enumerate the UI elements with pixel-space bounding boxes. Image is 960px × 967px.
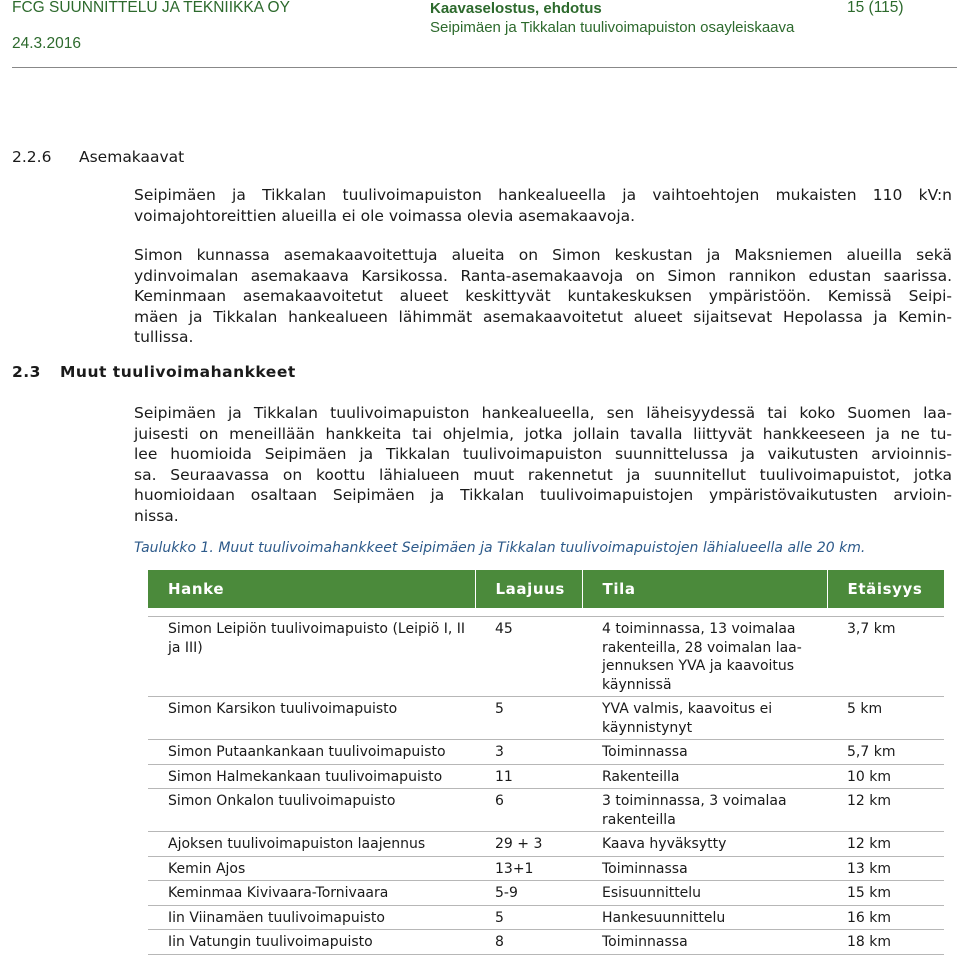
- text-line: nissa.: [134, 506, 179, 525]
- text-line: huomioidaan osaltaan Seipimäen ja Tikkalan tuulivoimapuistojen ympäristövaikutusten arvioin-: [134, 486, 952, 505]
- header-divider: [12, 67, 957, 68]
- paragraph-muut-tuulivoimahankkeet: [134, 403, 952, 527]
- cell-tila: 4 toiminnassa, 13 voimalaa rakenteilla, 28 voimalan laa-jennuksen YVA ja kaavoitus käynnissä: [582, 617, 827, 697]
- cell-laajuus: 6: [475, 789, 582, 832]
- cell-hanke: Simon Karsikon tuulivoimapuisto: [148, 697, 475, 740]
- cell-hanke: Simon Putaankankaan tuulivoimapuisto: [148, 740, 475, 765]
- cell-laajuus: 8: [475, 930, 582, 955]
- cell-hanke: Ajoksen tuulivoimapuiston laajennus: [148, 832, 475, 857]
- section-heading-226: [12, 148, 184, 166]
- table-row: [148, 789, 944, 832]
- section-title: Muut tuulivoimahankkeet: [60, 363, 296, 381]
- section-title: Asemakaavat: [79, 148, 185, 166]
- document-date: 24.3.2016: [12, 35, 81, 52]
- cell-etaisyys: 10 km: [827, 764, 944, 789]
- paragraph-asemakaavat-2: [134, 245, 952, 348]
- table-row: [148, 740, 944, 765]
- document-title-block: [430, 0, 794, 37]
- cell-etaisyys: 12 km: [827, 832, 944, 857]
- text-line: voimajohtoreittien alueilla ei ole voimassa olevia asemakaavoja.: [134, 206, 636, 225]
- text-line: tullissa.: [134, 328, 194, 347]
- cell-tila: Toiminnassa: [582, 930, 827, 955]
- table-row: [148, 905, 944, 930]
- cell-laajuus: 11: [475, 764, 582, 789]
- cell-hanke: Keminmaa Kivivaara-Tornivaara: [148, 881, 475, 906]
- cell-etaisyys: 18 km: [827, 930, 944, 955]
- cell-tila: Rakenteilla: [582, 764, 827, 789]
- paragraph-asemakaavat-1: [134, 185, 952, 226]
- company-name: FCG SUUNNITTELU JA TEKNIIKKA OY: [12, 0, 290, 16]
- column-header-hanke: Hanke: [148, 570, 475, 608]
- document-subtitle: Seipimäen ja Tikkalan tuulivoimapuiston osayleiskaava: [430, 19, 795, 36]
- cell-tila: Hankesuunnittelu: [582, 905, 827, 930]
- text-line: mäen ja Tikkalan hankealueen lähimmät asemakaavoitetut alueet sijaitsevat Hepolassa ja Kemin-: [134, 307, 952, 326]
- section-number: 2.2.6: [12, 148, 52, 166]
- table-row: [148, 617, 944, 697]
- cell-tila: 3 toiminnassa, 3 voimalaa rakenteilla: [582, 789, 827, 832]
- cell-hanke: Simon Halmekankaan tuulivoimapuisto: [148, 764, 475, 789]
- section-number: 2.3: [12, 363, 41, 381]
- cell-hanke: Iin Viinamäen tuulivoimapuisto: [148, 905, 475, 930]
- cell-etaisyys: 12 km: [827, 789, 944, 832]
- cell-tila: Toiminnassa: [582, 856, 827, 881]
- table-caption: Taulukko 1. Muut tuulivoimahankkeet Seipimäen ja Tikkalan tuulivoimapuistojen lähialueella alle 20 km.: [134, 540, 866, 556]
- document-title: Kaavaselostus, ehdotus: [430, 0, 602, 17]
- cell-etaisyys: 5 km: [827, 697, 944, 740]
- cell-laajuus: 5: [475, 697, 582, 740]
- text-line: Keminmaan asemakaavoitetut alueet keskittyvät kuntakeskuksen ympäristöön. Kemissä Seipi-: [134, 287, 952, 306]
- cell-hanke: Simon Onkalon tuulivoimapuisto: [148, 789, 475, 832]
- column-header-etaisyys: Etäisyys: [827, 570, 944, 608]
- section-heading-23: [12, 363, 296, 381]
- text-line: ydinvoimalan asemakaava Karsikossa. Ranta-asemakaavoja on Simon rannikon edustan saarissa.: [134, 266, 952, 285]
- cell-hanke: Iin Vatungin tuulivoimapuisto: [148, 930, 475, 955]
- text-line: Seipimäen ja Tikkalan tuulivoimapuiston hankealueella, sen läheisyydessä tai koko Suomen laa-: [134, 404, 952, 422]
- cell-laajuus: 45: [475, 617, 582, 697]
- cell-laajuus: 5: [475, 905, 582, 930]
- cell-etaisyys: 3,7 km: [827, 617, 944, 697]
- text-line: Seipimäen ja Tikkalan tuulivoimapuiston hankealueella ja vaihtoehtojen mukaisten 110 kV:n: [134, 186, 952, 204]
- table-row: [148, 764, 944, 789]
- cell-laajuus: 29 + 3: [475, 832, 582, 857]
- table-row: [148, 832, 944, 857]
- table-spacer-row: [148, 608, 944, 617]
- table-row: [148, 930, 944, 955]
- text-line: juisesti on meneillään hankkeita tai ohjelmia, jotka jollain tavalla liittyvät hankkeeseen ja ne tu-: [134, 424, 952, 443]
- text-line: Simon kunnassa asemakaavoitettuja alueita on Simon keskustan ja Maksniemen alueilla sekä: [134, 246, 952, 264]
- text-line: sa. Seuraavassa on koottu lähialueen muut rakennetut ja suunnitellut tuulivoimapuistot, jotka: [134, 465, 952, 484]
- cell-etaisyys: 13 km: [827, 856, 944, 881]
- cell-hanke: Simon Leipiön tuulivoimapuisto (Leipiö I, II ja III): [148, 617, 475, 697]
- page-number: 15 (115): [847, 0, 904, 16]
- cell-laajuus: 3: [475, 740, 582, 765]
- column-header-laajuus: Laajuus: [475, 570, 582, 608]
- wind-projects-table: [148, 570, 944, 955]
- cell-tila: Kaava hyväksytty: [582, 832, 827, 857]
- cell-etaisyys: 16 km: [827, 905, 944, 930]
- cell-laajuus: 5-9: [475, 881, 582, 906]
- column-header-tila: Tila: [582, 570, 827, 608]
- table-row: [148, 856, 944, 881]
- cell-hanke: Kemin Ajos: [148, 856, 475, 881]
- cell-laajuus: 13+1: [475, 856, 582, 881]
- cell-tila: YVA valmis, kaavoitus ei käynnistynyt: [582, 697, 827, 740]
- text-line: lee huomioida Seipimäen ja Tikkalan tuulivoimapuiston suunnittelussa ja vaikutusten arvioinnis-: [134, 445, 952, 464]
- table-row: [148, 697, 944, 740]
- cell-tila: Toiminnassa: [582, 740, 827, 765]
- table-row: [148, 881, 944, 906]
- cell-etaisyys: 15 km: [827, 881, 944, 906]
- cell-tila: Esisuunnittelu: [582, 881, 827, 906]
- table-header-row: [148, 570, 944, 608]
- cell-etaisyys: 5,7 km: [827, 740, 944, 765]
